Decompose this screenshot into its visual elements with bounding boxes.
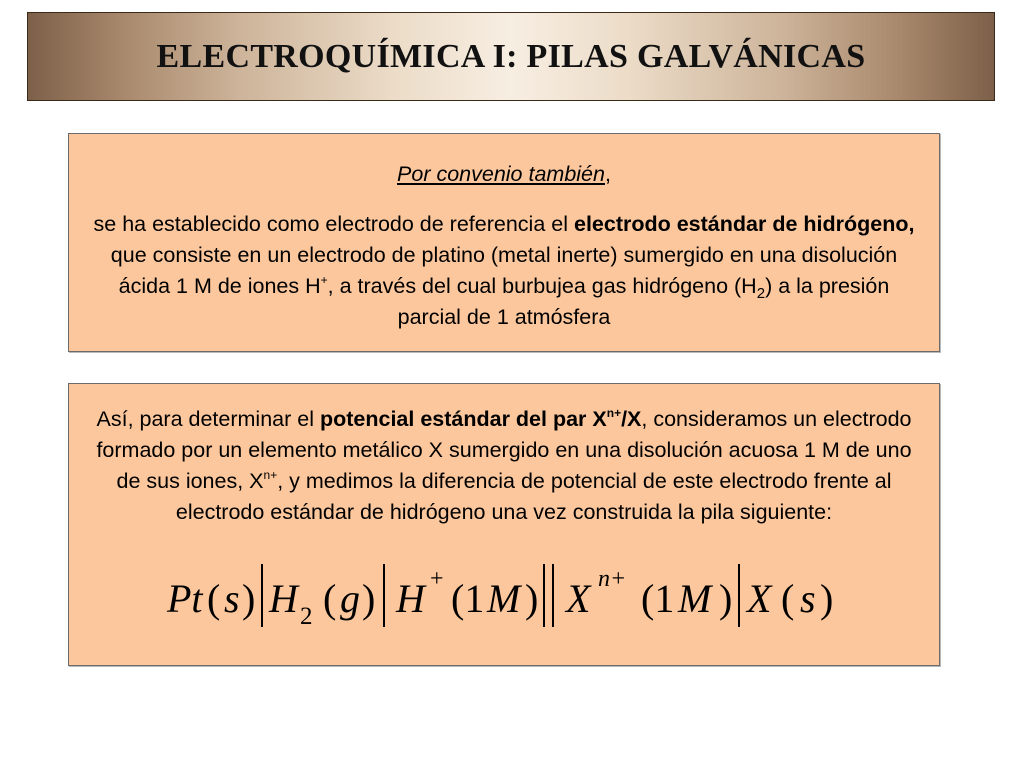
formula-x-ion-superscript: n+ xyxy=(598,566,627,592)
superscript: n+ xyxy=(263,468,278,482)
formula-molar: M xyxy=(487,576,521,621)
bold-text: potencial estándar del par X xyxy=(319,407,607,431)
convention-line xyxy=(69,159,939,190)
formula-h-ion: H xyxy=(396,576,425,621)
formula-paren: ( xyxy=(323,576,337,621)
subscript: 2 xyxy=(756,285,766,302)
formula-paren: ) xyxy=(525,576,539,621)
bold-term xyxy=(320,407,641,431)
text-span: , a través del cual burbujea gas hidrógeno (H xyxy=(327,274,757,298)
slide-title: ELECTROQUÍMICA I: PILAS GALVÁNICAS xyxy=(156,37,866,75)
standard-potential-paragraph xyxy=(87,404,921,528)
text-span: que consiste en un electrodo de platino (metal inerte) sumergido en una disolución ácida 1 M de iones H xyxy=(110,243,898,298)
formula-s: s xyxy=(224,576,240,621)
text-span: ) a la presión parcial de 1 atmósfera xyxy=(397,274,890,329)
formula-s: s xyxy=(800,576,816,621)
cell-notation-formula xyxy=(69,562,941,644)
formula-paren: ) xyxy=(820,576,834,621)
bold-text: /X xyxy=(621,407,642,431)
superscript: n+ xyxy=(606,406,622,420)
formula-paren: ) xyxy=(242,576,256,621)
formula-g: g xyxy=(340,576,360,621)
formula-h-subscript: 2 xyxy=(300,603,313,630)
formula-paren: ) xyxy=(719,576,733,621)
formula-paren: ( xyxy=(781,576,795,621)
hydrogen-electrode-paragraph xyxy=(89,209,919,333)
formula-molar: M xyxy=(678,576,712,621)
formula-pt: Pt xyxy=(167,576,203,621)
title-bar xyxy=(27,12,995,101)
formula-h: H xyxy=(269,576,298,621)
formula-x-metal: X xyxy=(747,576,772,621)
formula-concentration: (1 xyxy=(451,576,485,621)
formula-paren: ) xyxy=(362,576,376,621)
convention-heading: Por convenio también xyxy=(397,162,605,186)
text-span: , y medimos la diferencia de potencial de este electrodo frente al electrodo estándar de hidrógeno una vez construida la pila siguiente: xyxy=(175,469,892,524)
formula-concentration: (1 xyxy=(641,576,675,621)
text-span: se ha establecido como electrodo de referencia el xyxy=(93,212,574,236)
formula-h-ion-superscript: + xyxy=(430,566,444,592)
formula-x-ion: X xyxy=(566,576,591,621)
text-span: , consideramos un electrodo formado por un elemento metálico X sumergido en una disolución acuosa 1 M de uno de sus iones, X xyxy=(96,407,912,493)
hydrogen-electrode-box xyxy=(68,133,940,352)
standard-potential-box xyxy=(68,383,940,666)
text-span: Así, para determinar el xyxy=(96,407,320,431)
superscript: + xyxy=(320,273,328,287)
convention-comma: , xyxy=(604,162,611,186)
formula-paren: ( xyxy=(207,576,221,621)
bold-term: electrodo estándar de hidrógeno, xyxy=(573,212,915,236)
